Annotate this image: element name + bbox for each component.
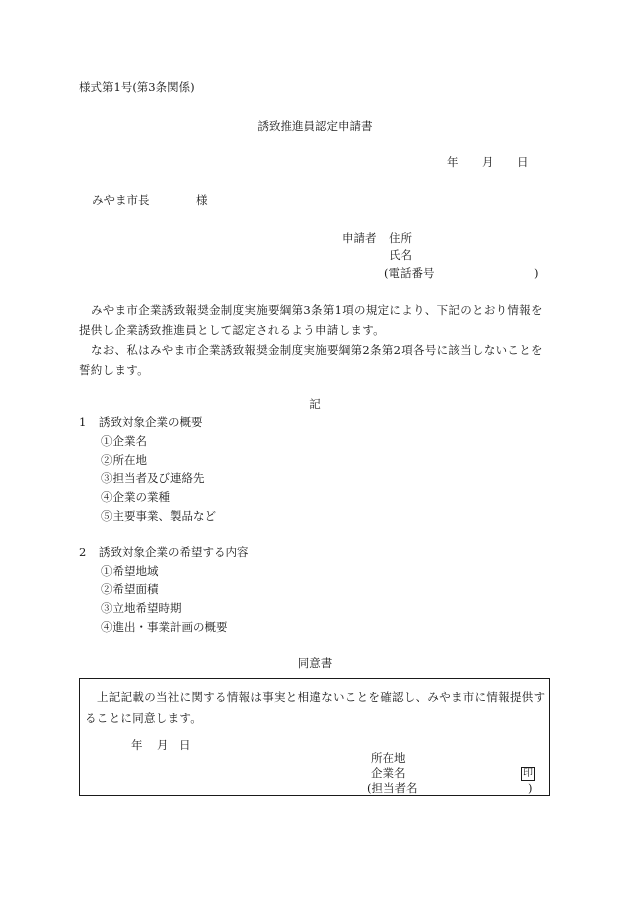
- section-1-item: ①企業名: [101, 434, 147, 448]
- section-1-item: ⑤主要事業、製品など: [101, 509, 216, 523]
- section-2-item: ①希望地域: [101, 564, 159, 578]
- consent-contact-close: ): [528, 781, 533, 795]
- consent-heading: 同意書: [297, 656, 333, 670]
- section-1-item: ②所在地: [101, 453, 147, 467]
- consent-location-label: 所在地: [371, 751, 406, 765]
- ki-heading: 記: [309, 397, 321, 411]
- section-2-item: ④進出・事業計画の概要: [101, 620, 228, 634]
- section-2-number: 2: [79, 545, 87, 559]
- section-1-number: 1: [79, 415, 87, 429]
- applicant-name-label: 氏名: [389, 248, 412, 262]
- applicant-address-label: 住所: [389, 231, 412, 245]
- addressee-name: みやま市長: [92, 193, 150, 207]
- date-month-label: 月: [482, 155, 494, 169]
- section-1-item: ④企業の業種: [101, 490, 170, 504]
- body-paragraph-2: なお、私はみやま市企業誘致報奨金制度実施要綱第2条第2項各号に該当しないことを誓約します。: [79, 343, 543, 377]
- form-number: 様式第1号(第3条関係): [79, 80, 195, 94]
- date-year-label: 年: [447, 155, 459, 169]
- applicant-phone-label: (電話番号: [384, 266, 435, 280]
- section-2-heading: 誘致対象企業の希望する内容: [99, 545, 249, 559]
- consent-date-month: 月: [157, 738, 169, 752]
- consent-contact-label: (担当者名: [367, 781, 418, 795]
- applicant-label: 申請者: [342, 231, 377, 245]
- consent-date-day: 日: [179, 738, 191, 752]
- date-day-label: 日: [517, 155, 529, 169]
- consent-date-year: 年: [131, 738, 143, 752]
- consent-box: [79, 678, 550, 796]
- addressee-honorific: 様: [196, 193, 208, 207]
- consent-company-label: 企業名: [371, 766, 406, 780]
- section-2-item: ③立地希望時期: [101, 601, 182, 615]
- seal-mark: [521, 767, 535, 781]
- body-paragraph-1: みやま市企業誘致報奨金制度実施要綱第3条第1項の規定により、下記のとおり情報を提供し企業誘致推進員として認定されるよう申請します。: [79, 303, 543, 337]
- section-1-heading: 誘致対象企業の概要: [99, 415, 203, 429]
- section-2-item: ②希望面積: [101, 582, 159, 596]
- document-title: 誘致推進員認定申請書: [257, 119, 373, 133]
- seal-label: 印: [523, 768, 533, 779]
- consent-text: 上記記載の当社に関する情報は事実と相違ないことを確認し、みやま市に情報提供することに同意します。: [85, 690, 546, 725]
- applicant-phone-close: ): [534, 266, 539, 280]
- section-1-item: ③担当者及び連絡先: [101, 471, 205, 485]
